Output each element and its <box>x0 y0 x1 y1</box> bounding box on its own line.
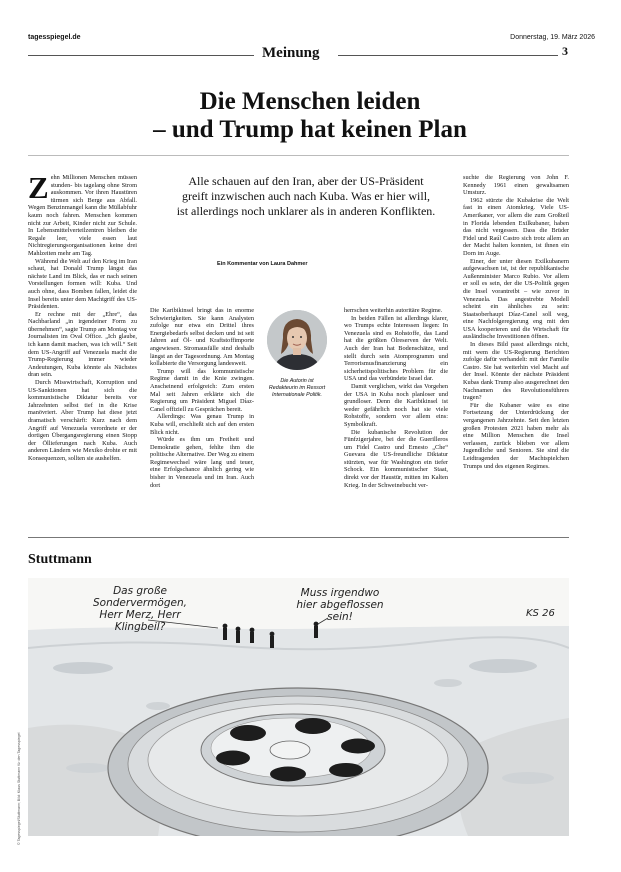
bubble-line: Das große <box>113 585 167 597</box>
bubble-line: Herr Merz, Herr <box>99 609 181 621</box>
paragraph: Während die Welt auf den Krieg im Iran schaut, hat Donald Trump längst das nächste Land im Blick, das er nach seinen Vorstellungen formen will: Kuba. Und auch ohne, dass Bomben fallen, leidet die Insel bereits unter dem Machtgriff des US-Präsidenten. <box>28 257 137 311</box>
speech-bubble-right <box>285 587 395 623</box>
headline-line-2: – und Trump hat keinen Plan <box>153 116 467 143</box>
bubble-line: hier abgeflossen <box>296 599 384 611</box>
caption-line: Internationale Politik. <box>271 392 323 398</box>
deck-line-1: Alle schauen auf den Iran, aber der US-Präsident <box>188 174 424 188</box>
site-name[interactable]: tagesspiegel.de <box>28 34 81 41</box>
paragraph: Einer, der unter diesen Exilkubanern aufgewachsen ist, ist der republikanische Außenminister Marco Rubio. Vor allem er soll es sein, der die US-Politik gegen die Insel vorantreibt – wie zuvor in Venezuela. Das angestrebte Modell scheint ein ähnliches zu sein: Staatsoberhaupt Díaz-Canel soll weg, eine Nachfolgeregierung eng mit den USA kooperieren und die Wirtschaft für ausländische Investitionen öffnen. <box>463 257 569 341</box>
bubble-line: Sondervermögen, <box>93 597 187 609</box>
byline: Ein Kommentar von Laura Dahmer <box>217 261 308 267</box>
deck-line-2: greift inzwischen auch nach Kuba. Was er hier will, <box>181 189 431 203</box>
bubble-line: sein! <box>327 611 353 623</box>
caption-line: Die Autorin ist <box>280 378 314 384</box>
paragraph: In beiden Fällen ist allerdings klarer, wo Trumps echte Interessen liegen: In Venezuela sind es Rohstoffe, das Land hat die größten Ölreserven der Welt. Auch der Iran hat Bodenschätze, und stellt durch sein Atomprogramm und Terrorismusfinanzierung ein sicherheitspolitisches Problem für die USA und das verbündete Israel dar. <box>344 314 448 383</box>
article-column-2 <box>150 307 254 489</box>
deck-line-3: ist allerdings noch unklarer als in anderen Konflikten. <box>176 204 436 218</box>
section-title: Meinung <box>262 45 320 61</box>
cartoonist-signature: KS 26 <box>526 608 555 619</box>
paragraph: Für die Kubaner wäre es eine Fortsetzung der Unterdrückung der vergangenen Jahrzehnte. Seit den letzten großen Protesten 2021 haben mehr als eine Million Menschen die Insel verlassen, zurück blieben vor allem Jugendliche und Senioren. Sie sind die Leidtragenden der Machtspielchen Trumps und des eigenen Regimes. <box>463 401 569 470</box>
paragraph: Damit verglichen, wirkt das Vorgehen der USA in Kuba noch planloser und grundloser. Denn die Karibikinsel ist weder gefährlich noch hat sie viele Rohstoffe, sondern vor allem eins: Symbolkraft. <box>344 382 448 428</box>
headline-line-1: Die Menschen leiden <box>199 88 421 115</box>
bubble-line: Klingbeil? <box>114 621 166 633</box>
drop-cap: Z <box>28 170 49 205</box>
article-column-3 <box>344 307 448 489</box>
article-deck <box>150 174 462 219</box>
page-number: 3 <box>562 44 568 58</box>
speech-bubble-left <box>90 585 190 633</box>
issue-date: Donnerstag, 19. März 2026 <box>510 34 595 41</box>
paragraph: In dieses Bild passt allerdings nicht, mit wem die US-Regierung Berichten zufolge dafür verhandelt: mit der Familie Castro. Sie hat weiterhin viel Macht auf der Insel. Könnte der nächste Präsident Kubas dank Trump also ausgerechnet den Nachnamen des Revolutionsführers tragen? <box>463 341 569 402</box>
author-caption <box>262 378 332 399</box>
article-column-1 <box>28 170 137 463</box>
caption-line: Redakteurin im Ressort <box>268 385 326 391</box>
paragraph: 1962 stürzte die Kubakrise die Welt fast in einen Atomkrieg. Viele US-Amerikaner, vor allem die zum Großteil in Florida lebenden Exilkubaner, haben das nicht vergessen. Dass die Brüder Fidel und Raúl Castro sich trotz allem an der Macht halten konnten, ist ihnen ein Dorn im Auge. <box>463 196 569 257</box>
bubble-line: Muss irgendwo <box>300 587 380 599</box>
paragraph: ehn Millionen Menschen müssen stunden- bis tagelang ohne Strom auskommen. Vor ihren Haustüren türmen sich Berge aus Abfall. Wegen Benzinmangel kann die Müllabfuhr kaum noch fahren. Menschen kommen nicht zur Arbeit, Kinder nicht zur Schule. In Lebensmittelverteilzentren bleiben die Regale leer, viele essen laut Nichtregierungsorganisationen keine drei Mahlzeiten mehr am Tag. <box>28 174 137 257</box>
paragraph: Die kubanische Revolution der Fünfzigerjahre, bei der die Guerilleros um Fidel Castro und Ernesto „Che“ Guevara die US-freundliche Diktatur stürzten, war für Washington ein tiefer Schock. Ein kommunistischer Staat, direkt vor der Haustür, mitten im Kalten Krieg. In der Schweinebucht ver- <box>344 428 448 489</box>
cartoon-rule <box>28 537 569 538</box>
paragraph: Allerdings: Was genau Trump in Kuba will, erschließt sich auf den ersten Blick nicht. <box>150 413 254 436</box>
author-photo <box>267 310 327 370</box>
cartoon-section-title: Stuttmann <box>28 552 92 567</box>
headline-rule <box>28 155 569 156</box>
image-credit: © Tagesspiegel/Stuttmann; Bild: Klaus Stuttmann für den Tagesspiegel <box>17 732 21 845</box>
paragraph: suchte die Regierung von John F. Kennedy 1961 einen gewaltsamen Umsturz. <box>463 174 569 197</box>
paragraph: Er rechne mit der „Ehre“, das Nachbarland „in irgendeiner Form zu übernehmen“, sagte Trump am Montag vor Journalisten im Oval Office. „Ich glaube, ich kann damit machen, was ich will.“ Seit dem US-Angriff auf Venezuela macht die Trump-Regierung immer wieder Andeutungen, Kuba könnte als Nächstes dran sein. <box>28 310 137 379</box>
header-rule-left <box>28 55 254 56</box>
headline <box>100 88 520 144</box>
header-rule-right <box>338 55 558 56</box>
article-column-4 <box>463 174 569 470</box>
paragraph: Trump will das kommunistische Regime damit in die Knie zwingen. Anscheinend erfolgreich: Zum ersten Mal seit Jahren erklärte sich die Regierung um Präsident Miguel Díaz-Canel offiziell zu Gesprächen bereit. <box>150 367 254 413</box>
paragraph: Würde es ihm um Freiheit und Demokratie gehen, fehlte ihm die politische Alternative. Der Weg zu einem Regimewechsel wäre lang und teuer, eine Erfolgschance ähnlich gering wie bisher in Venezuela und im Iran. Auch dort <box>150 436 254 489</box>
paragraph: Die Karibikinsel bringt das in enorme Schwierigkeiten. Sie kann Analysten zufolge nur etwa ein Drittel ihres Energiebedarfs selbst decken und ist seit Jahren auf Öl- und Kraftstoffimporte angewiesen. Stromausfälle sind deshalb längst an der Tagesordnung. Am Montag kollabierte die Versorgung landesweit. <box>150 307 254 368</box>
paragraph: herrschen weiterhin autoritäre Regime. <box>344 307 443 314</box>
paragraph: Durch Misswirtschaft, Korruption und US-Sanktionen hat sich die kommunistische Diktatur bereits vor Jahrzehnten selbst tief in die Krise manövriert. Aber Trump hat diese jetzt dramatisch verschärft: Kurz nach dem Angriff auf Venezuela verordnete er der dortigen Übergangsregierung einen Stopp der Öllieferungen nach Kuba. Auch anderen Ländern wie Mexiko drohte er mit Konsequenzen, sollten sie aushelfen. <box>28 379 137 462</box>
